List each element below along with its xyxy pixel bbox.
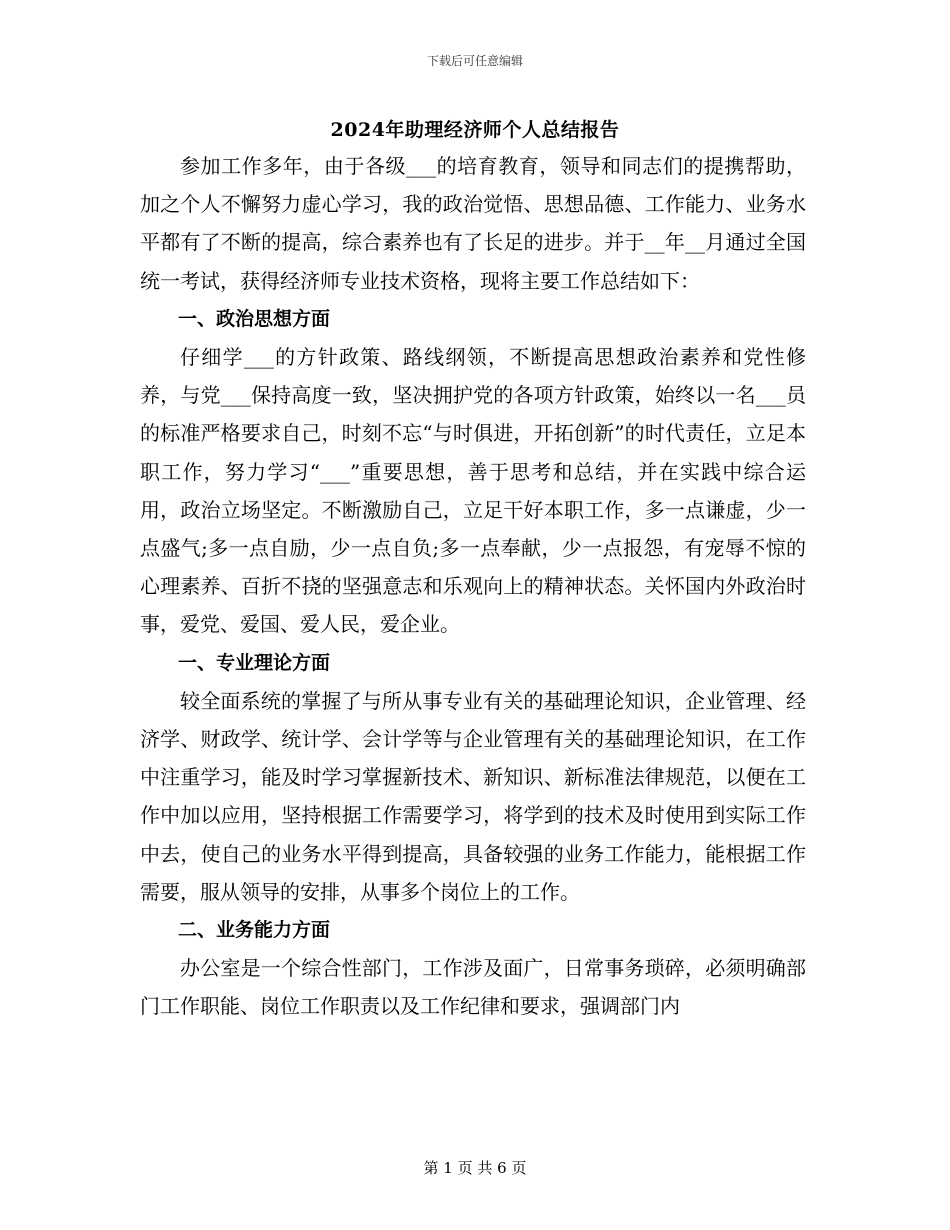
- section-heading-theory: 一、专业理论方面: [178, 651, 331, 674]
- document-body: [140, 147, 806, 1026]
- section-body-political: 仔细学___的方针政策、路线纲领，不断提高思想政治素养和党性修养，与党___保持高度一致，坚决拥护党的各项方针政策，始终以一名___员的标准严格要求自己，时刻不忘“与时俱进，开拓创新”的时代责任，立足本职工作，努力学习“___”重要思想，善于思考和总结，并在实践中综合运用，政治立场坚定。不断激励自己，立足干好本职工作，多一点谦虚，少一点盛气;多一点自励，少一点自负;多一点奉献，少一点报怨，有宠辱不惊的心理素养、百折不挠的坚强意志和乐观向上的精神状态。关怀国内外政治时事，爱党、爱国、爱人民，爱企业。: [140, 345, 806, 637]
- section-heading-political: 一、政治思想方面: [178, 307, 331, 330]
- section-body-business: 办公室是一个综合性部门，工作涉及面广，日常事务琐碎，必须明确部门工作职能、岗位工作职责以及工作纪律和要求，强调部门内: [140, 956, 806, 1019]
- page-number: 第 1 页 共 6 页: [423, 1159, 527, 1177]
- section-body-theory: 较全面系统的掌握了与所从事专业有关的基础理论知识，企业管理、经济学、财政学、统计学、会计学等与企业管理有关的基础理论知识，在工作中注重学习，能及时学习掌握新技术、新知识、新标准法律规范，以便在工作中加以应用，坚持根据工作需要学习，将学到的技术及时使用到实际工作中去，使自己的业务水平得到提高，具备较强的业务工作能力，能根据工作需要，服从领导的安排，从事多个岗位上的工作。: [140, 688, 806, 904]
- intro-paragraph: 参加工作多年，由于各级___的培育教育，领导和同志们的提携帮助，加之个人不懈努力虚心学习，我的政治觉悟、思想品德、工作能力、业务水平都有了不断的提高，综合素养也有了长足的进步。并于__年__月通过全国统一考试，获得经济师专业技术资格，现将主要工作总结如下：: [140, 154, 806, 293]
- header-note: 下载后可任意编辑: [426, 54, 523, 68]
- document-title: 2024年助理经济师个人总结报告: [330, 119, 620, 141]
- section-heading-business: 二、业务能力方面: [178, 919, 331, 942]
